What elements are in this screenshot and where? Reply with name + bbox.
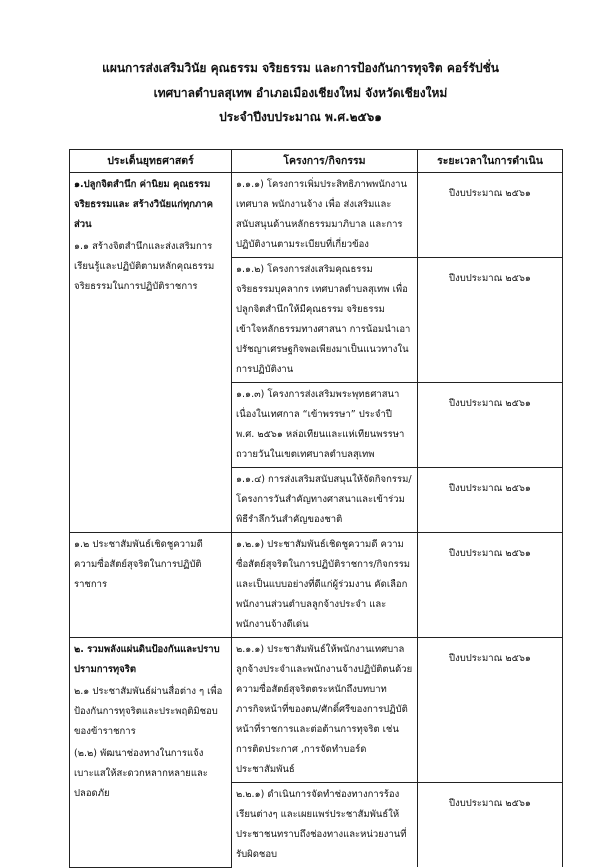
document-title: แผนการส่งเสริมวินัย คุณธรรม จริยธรรม และการป้องกันการทุจริต คอร์รัปชั่น [102, 61, 499, 75]
strategy-1-sub-2: ๑.๒ ประชาสัมพันธ์เชิดชูความดี ความซื่อสัตย์สุจริตในการปฏิบัติราชการ [70, 533, 232, 638]
project-cell: ๒.๑.๑) ประชาสัมพันธ์ให้พนักงานเทศบาลลูกจ้างประจำและพนักงานจ้างปฏิบัติตนด้วยความซื่อสัตย์สุจริตตระหนักถึงบทบาทภารกิจหน้าที่ของตน/ศักดิ์ศรีของการปฏิบัติหน้าที่ราชการและต่อต้านการทุจริต เช่น การติดประกาศ ,การจัดทำบอร์ดประชาสัมพันธ์ [232, 638, 418, 783]
strategy-1-sub-1: ๑.๑ สร้างจิตสำนึกและส่งเสริมการเรียนรู้และปฏิบัติตามหลักคุณธรรม จริยธรรมในการปฏิบัติราชการ [74, 241, 215, 292]
period-cell: ปีงบประมาณ ๒๕๖๑ [418, 258, 563, 383]
strategy-1-title: ๑.ปลูกจิตสำนึก ค่านิยม คุณธรรม จริยธรรมและ สร้างวินัยแก่ทุกภาคส่วน [74, 179, 213, 230]
header-project: โครงการ/กิจกรรม [232, 150, 418, 173]
strategy-2-sub-1: ๒.๑ ประชาสัมพันธ์ผ่านสื่อต่าง ๆ เพื่อป้องกันการทุจริตและประพฤติมิชอบของข้าราชการ [74, 686, 223, 737]
organization-line: เทศบาลตำบลสุเทพ อำเภอเมืองเชียงใหม่ จังหวัดเชียงใหม่ [153, 86, 448, 100]
strategy-2-sub-2: (๒.๒) พัฒนาช่องทางในการแจ้งเบาะแสให้สะดวกหลากหลายและปลอดภัย [74, 748, 208, 799]
table-row [70, 533, 563, 638]
period-cell: ปีงบประมาณ ๒๕๖๑ [418, 533, 563, 638]
project-cell: ๑.๑.๑) โครงการเพิ่มประสิทธิภาพพนักงานเทศบาล พนักงานจ้าง เพื่อ ส่งเสริมและสนับสนุนด้านหลักธรรมมาภิบาล และการปฏิบัติงานตามระเบียบที่เกี่ยวข้อง [232, 173, 418, 258]
fiscal-year-line: ประจำปีงบประมาณ พ.ศ.๒๕๖๑ [219, 110, 382, 124]
period-cell: ปีงบประมาณ ๒๕๖๑ [418, 383, 563, 468]
project-cell: ๒.๒.๑) ดำเนินการจัดทำช่องทางการร้องเรียนต่างๆ และเผยแพร่ประชาสัมพันธ์ให้ประชาชนทราบถึงช่องทางและหน่วยงานที่รับผิดชอบ [232, 783, 418, 868]
table-row [70, 173, 563, 258]
project-cell: ๑.๒.๑) ประชาสัมพันธ์เชิดชูความดี ความซื่อสัตย์สุจริตในการปฏิบัติราชการ/กิจกรรมและเป็นแบบอย่างที่ดีแก่ผู้ร่วมงาน คัดเลือกพนักงานส่วนตำบลลูกจ้างประจำ และพนักงานจ้างดีเด่น [232, 533, 418, 638]
header-period: ระยะเวลาในการดำเนิน [418, 150, 563, 173]
strategy-cell-1 [70, 173, 232, 533]
project-cell: ๑.๑.๓) โครงการส่งเสริมพระพุทธศาสนาเนื่องในเทศกาล “เข้าพรรษา” ประจำปี พ.ศ. ๒๕๖๑ หล่อเทียนและแห่เทียนพรรษา ถวายวันในเขตเทศบาลตำบลสุเทพ [232, 383, 418, 468]
project-cell: ๑.๑.๒) โครงการส่งเสริมคุณธรรม จริยธรรมบุคลากร เทศบาลตำบลสุเทพ เพื่อปลูกจิตสำนึกให้มีคุณธรรม จริยธรรม เข้าใจหลักธรรมทางศาสนา การน้อมนำเอาปรัชญาเศรษฐกิจพอเพียงมาเป็นแนวทางในการปฏิบัติงาน [232, 258, 418, 383]
period-cell: ปีงบประมาณ ๒๕๖๑ [418, 638, 563, 783]
strategy-cell-2 [70, 638, 232, 868]
header-strategy: ประเด็นยุทธศาสตร์ [70, 150, 232, 173]
table-header-row [70, 150, 563, 173]
period-cell: ปีงบประมาณ ๒๕๖๑ [418, 173, 563, 258]
period-cell: ปีงบประมาณ ๒๕๖๑ [418, 783, 563, 868]
plan-table [69, 149, 563, 868]
period-cell: ปีงบประมาณ ๒๕๖๑ [418, 468, 563, 533]
project-cell: ๑.๑.๔) การส่งเสริมสนับสนุนให้จัดกิจกรรม/โครงการวันสำคัญทางศาสนาและเข้าร่วมพิธีรำลึกวันสำคัญของชาติ [232, 468, 418, 533]
strategy-2-title: ๒. รวมพลังแผ่นดินป้องกันและปราบปรามการทุจริต [74, 644, 220, 675]
table-row [70, 638, 563, 783]
